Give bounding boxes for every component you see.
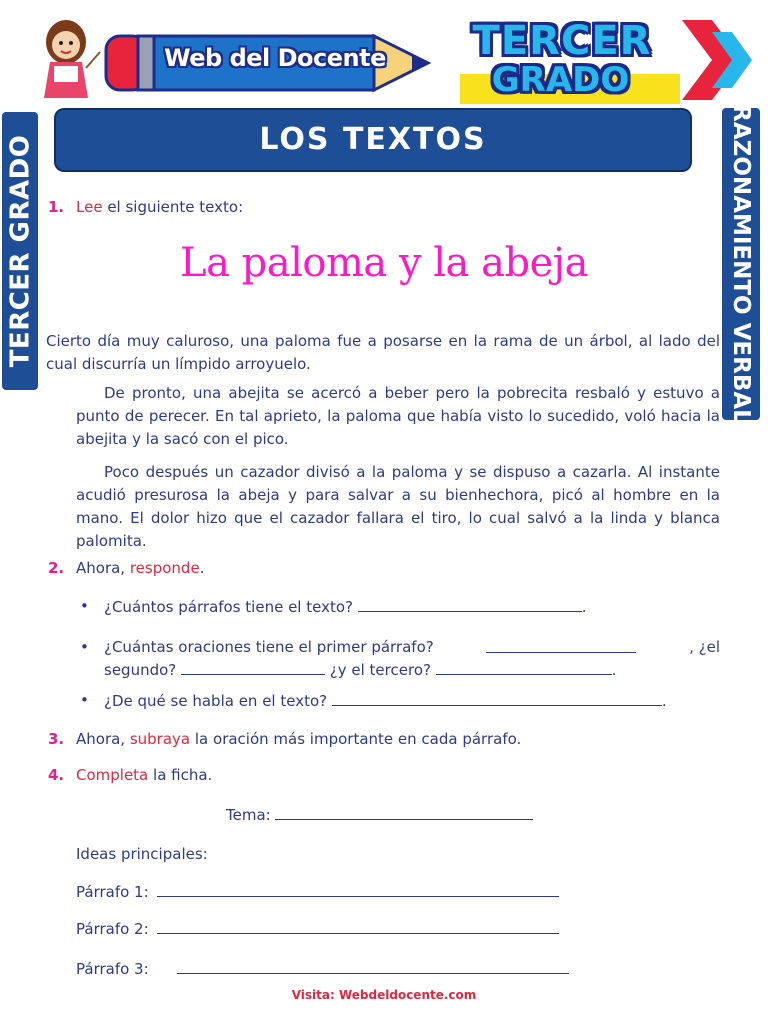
- q2-item-2-end: .: [611, 661, 617, 679]
- answer-blank[interactable]: [181, 660, 325, 675]
- paragraph-1: [46, 330, 720, 376]
- q2-item-2-second: segundo?: [104, 661, 182, 679]
- answer-blank[interactable]: [358, 597, 582, 612]
- answer-blank[interactable]: [486, 638, 636, 653]
- q4-verb: Completa: [76, 766, 149, 784]
- q2-item-2-connector: , ¿el: [689, 638, 720, 656]
- grade-word-2: GRADO: [491, 60, 630, 100]
- grade-word-1: TERCER: [472, 18, 652, 64]
- q1-rest: el siguiente texto:: [102, 198, 244, 216]
- q4-number: 4.: [48, 766, 65, 784]
- q2-item-1-end: .: [581, 598, 587, 616]
- q2-bullet-1: •: [80, 597, 89, 615]
- paragraph-1-text: Cierto día muy caluroso, una paloma fue a posarse en la rama de un árbol, al lado del cual discurría un límpido arroyuelo.: [46, 332, 720, 373]
- q2-item-3-end: .: [661, 692, 667, 710]
- tema-blank[interactable]: [275, 805, 533, 820]
- tema-row: [226, 805, 533, 824]
- q2-bullet-3: •: [80, 691, 89, 709]
- side-label-grade-text: TERCER GRADO: [5, 134, 36, 368]
- q2-item-1-text: ¿Cuántos párrafos tiene el texto?: [104, 598, 358, 616]
- side-label-subject-text: RAZONAMIENTO VERBAL: [728, 104, 754, 424]
- ideas-label: Ideas principales:: [76, 845, 208, 863]
- q2-item-3: [104, 691, 667, 710]
- paragraph-2-blank[interactable]: [157, 919, 559, 934]
- q2-item-3-text: ¿De qué se habla en el texto?: [104, 692, 332, 710]
- q2-item-2-line1: [104, 638, 720, 656]
- paragraph-1-row: [76, 882, 559, 901]
- paragraph-1-blank[interactable]: [157, 882, 559, 897]
- q1-instruction: [76, 198, 243, 216]
- q2-suffix: .: [199, 559, 205, 577]
- q2-item-1: [104, 597, 587, 616]
- paragraph-2-text: De pronto, una abejita se acercó a beber pero la pobrecita resbaló y estuvo a punto de perecer. En tal aprieto, la paloma que había visto lo sucedido, voló hacia la abejita y la sacó con el pico.: [76, 384, 720, 448]
- q2-item-2-line2: [104, 660, 617, 679]
- q1-number: 1.: [48, 198, 65, 216]
- q3-instruction: [76, 730, 521, 748]
- q4-instruction: [76, 766, 212, 784]
- q3-verb: subraya: [129, 730, 191, 748]
- footer-link[interactable]: Visita: Webdeldocente.com: [291, 988, 477, 1002]
- paragraph-3-label: Párrafo 3:: [76, 960, 149, 978]
- paragraph-2: [76, 382, 720, 451]
- q2-item-2-text: ¿Cuántas oraciones tiene el primer párrafo?: [104, 638, 434, 656]
- q2-verb: responde: [129, 559, 200, 577]
- paragraph-3-blank[interactable]: [177, 959, 569, 974]
- q1-verb: Lee: [76, 198, 103, 216]
- paragraph-1-label: Párrafo 1:: [76, 883, 149, 901]
- paragraph-3-row: [76, 959, 569, 978]
- answer-blank[interactable]: [436, 660, 612, 675]
- paragraph-3: [76, 461, 720, 553]
- q2-bullet-2: •: [80, 638, 89, 656]
- paragraph-2-row: [76, 919, 559, 938]
- page-title: LOS TEXTOS: [259, 122, 487, 157]
- tema-label: Tema:: [226, 806, 271, 824]
- q3-number: 3.: [48, 730, 65, 748]
- q4-rest: la ficha.: [148, 766, 213, 784]
- q3-rest: la oración más importante en cada párrafo.: [190, 730, 522, 748]
- site-logo-text: Web del Docente: [164, 44, 386, 72]
- answer-blank[interactable]: [332, 691, 662, 706]
- paragraph-3-text: Poco después un cazador divisó a la paloma y se dispuso a cazarla. Al instante acudió presurosa la abeja y para salvar a su bienhechora, picó al hombre en la mano. El dolor hizo que el cazador fallara el tiro, lo cual salvó a la linda y blanca palomita.: [76, 463, 720, 550]
- q2-item-2-third: ¿y el tercero?: [325, 661, 436, 679]
- q3-prefix: Ahora,: [76, 730, 130, 748]
- teacher-illustration-icon: [30, 12, 102, 104]
- story-title: La paloma y la abeja: [180, 240, 588, 286]
- q2-instruction: [76, 559, 204, 577]
- q2-prefix: Ahora,: [76, 559, 130, 577]
- q2-number: 2.: [48, 559, 65, 577]
- paragraph-2-label: Párrafo 2:: [76, 920, 149, 938]
